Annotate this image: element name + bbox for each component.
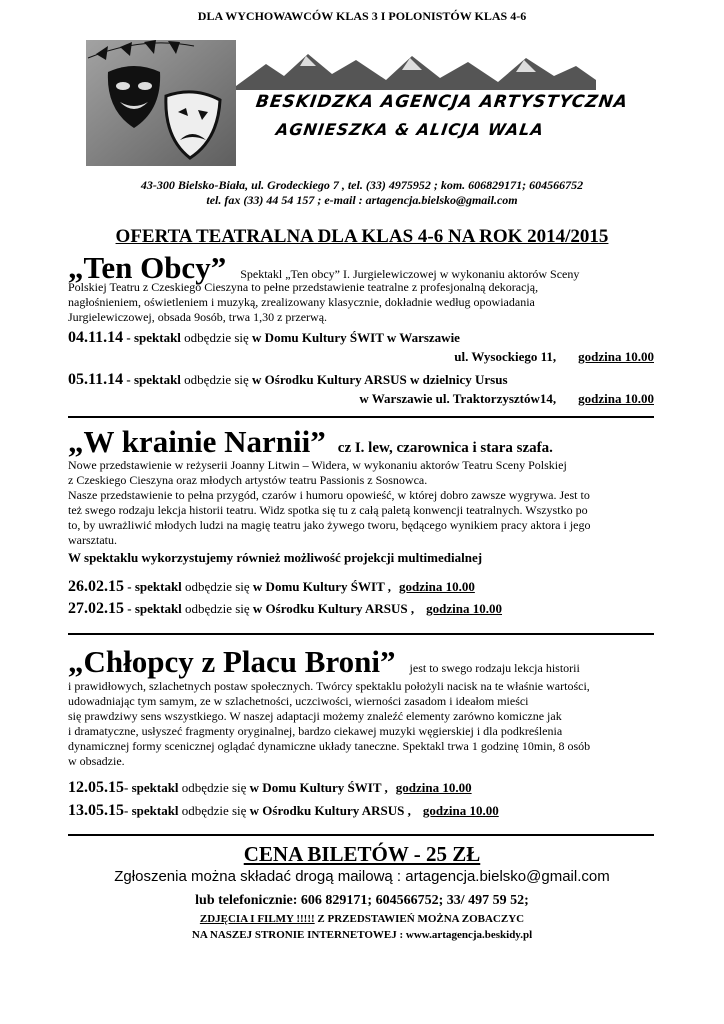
divider bbox=[68, 633, 654, 635]
show-venue: w Ośrodku Kultury ARSUS , bbox=[249, 803, 411, 818]
show-time: godzina 10.00 bbox=[578, 349, 654, 364]
show-date: 27.02.15 bbox=[68, 600, 124, 617]
show-time: godzina 10.00 bbox=[395, 780, 472, 795]
show-date: 13.05.15 bbox=[68, 802, 124, 819]
mountain-banner bbox=[236, 40, 596, 90]
play-3-subtitle: jest to swego rodzaju lekcja historii bbox=[409, 661, 580, 675]
play-3-title-row bbox=[68, 644, 580, 680]
desc-line: Nasze przedstawienie to pełna przygód, czarów i humoru opowieść, w której dobro zawsze wygrywa. Jest to bbox=[68, 488, 590, 502]
show-2-1 bbox=[68, 578, 475, 596]
fax-email-line: tel. fax (33) 44 54 157 ; e-mail : artagencja.bielsko@gmail.com bbox=[206, 193, 518, 207]
show-street: w Warszawie ul. Traktorzysztów14, bbox=[359, 391, 557, 406]
show-spektakl: - spektakl bbox=[124, 579, 182, 594]
desc-line: nagłośnieniem, oświetleniem i muzyką, zrealizowany klasycznie, dokładnie według opowiadania bbox=[68, 295, 535, 309]
address-line: 43-300 Bielsko-Biała, ul. Grodeckiego 7 , tel. (33) 4975952 ; kom. 606829171; 604566752 bbox=[140, 178, 584, 192]
play-2-subtitle: cz I. lew, czarownica i stara szafa. bbox=[337, 440, 553, 456]
photos-highlight: ZDJĘCIA I FILMY !!!!! bbox=[199, 913, 315, 925]
show-street: ul. Wysockiego 11, bbox=[454, 349, 557, 364]
show-verb: odbędzie się bbox=[178, 780, 250, 795]
show-3-2 bbox=[68, 802, 499, 820]
show-venue: w Ośrodku Kultury ARSUS , bbox=[252, 601, 415, 616]
desc-line: w obsadzie. bbox=[68, 754, 125, 768]
show-date: 04.11.14 bbox=[68, 329, 124, 346]
desc-line: się prawdziwy sens wszystkiego. W naszej adaptacji możemy znaleźć elementy zarówno komiczne jak bbox=[68, 709, 562, 723]
show-date: 12.05.15 bbox=[68, 779, 124, 796]
show-1-2-address bbox=[359, 390, 654, 408]
play-2-title: „W krainie Narnii” bbox=[68, 424, 326, 459]
show-spektakl: - spektakl bbox=[123, 330, 181, 345]
show-1-2 bbox=[68, 371, 508, 389]
phone-numbers: lub telefonicznie: 606 829171; 604566752; 33/ 497 59 52; bbox=[195, 893, 529, 908]
show-verb: odbędzie się bbox=[181, 579, 253, 594]
desc-line: i prawidłowych, szlachetnych postaw społecznych. Twórcy spektaklu położyli nacisk na te właśnie wartości, bbox=[68, 679, 590, 693]
website-line: NA NASZEJ STRONIE INTERNETOWEJ : www.artagencja.beskidy.pl bbox=[191, 929, 533, 941]
desc-line: i dramatyczne, usłyszeć fragmenty oryginalnej, bardzo ciekawej muzyki węgierskiej i dla podkreślenia bbox=[68, 724, 563, 738]
desc-line: to, by uwrażliwić młodych ludzi na magię teatru jako żywego tworu, będącego wynikiem pracy aktora i jego bbox=[68, 518, 591, 532]
desc-line: dynamicznej formy scenicznej oglądać dynamiczne układy taneczne. Spektakl trwa 1 godzinę 10min, 8 osób bbox=[68, 739, 591, 753]
play-2-description bbox=[68, 458, 668, 548]
desc-line: też swego rodzaju lekcja historii teatru. Widz spotka się tu z całą paletą konwencji teatralnych. Wszystko po bbox=[68, 503, 588, 517]
desc-line: warsztatu. bbox=[68, 533, 117, 547]
show-date: 05.11.14 bbox=[68, 371, 124, 388]
agency-owners: AGNIESZKA & ALICJA WALA bbox=[274, 120, 546, 139]
show-2-2 bbox=[68, 600, 502, 618]
divider bbox=[68, 416, 654, 418]
desc-line: Jurgielewiczowej, obsada 9osób, trwa 1,30 z przerwą. bbox=[68, 310, 328, 324]
show-venue: w Domu Kultury ŚWIT , bbox=[252, 579, 392, 594]
offer-heading: OFERTA TEATRALNA DLA KLAS 4-6 NA ROK 2014/2015 bbox=[115, 226, 609, 247]
play-1-title: „Ten Obcy” bbox=[68, 250, 227, 285]
show-time: godzina 10.00 bbox=[422, 803, 499, 818]
show-time: godzina 10.00 bbox=[578, 391, 654, 406]
show-spektakl: - spektakl bbox=[124, 601, 182, 616]
show-venue: w Domu Kultury ŚWIT w Warszawie bbox=[252, 330, 460, 345]
show-spektakl: - spektakl bbox=[124, 780, 179, 795]
top-note: DLA WYCHOWAWCÓW KLAS 3 I POLONISTÓW KLAS 4-6 bbox=[197, 9, 527, 23]
show-spektakl: - spektakl bbox=[123, 372, 181, 387]
desc-line: z Czeskiego Cieszyna oraz młodych artystów teatru Passionis z Sosnowca. bbox=[68, 473, 428, 487]
play-3-description bbox=[68, 679, 678, 769]
show-verb: odbędzie się bbox=[180, 372, 253, 387]
show-1-1-address bbox=[454, 348, 654, 366]
play-1-subtitle: Spektakl „Ten obcy” I. Jurgielewiczowej w wykonaniu aktorów Sceny bbox=[240, 267, 580, 281]
play-3-title: „Chłopcy z Placu Broni” bbox=[68, 644, 396, 679]
desc-line: Polskiej Teatru z Czeskiego Cieszyna to pełne przedstawienie teatralne z profesjonalną dekoracją, bbox=[68, 280, 539, 294]
play-2-title-row bbox=[68, 424, 553, 460]
ticket-price: CENA BILETÓW - 25 ZŁ bbox=[243, 842, 481, 866]
multimedia-note: W spektaklu wykorzystujemy również możliwość projekcji multimedialnej bbox=[68, 550, 483, 565]
show-time: godzina 10.00 bbox=[426, 601, 502, 616]
show-venue: w Ośrodku Kultury ARSUS w dzielnicy Ursus bbox=[252, 372, 508, 387]
show-verb: odbędzie się bbox=[178, 803, 250, 818]
show-3-1 bbox=[68, 779, 472, 797]
show-date: 26.02.15 bbox=[68, 578, 124, 595]
desc-line: udowadniając tym samym, ze w szlachetności, uczciwości, wierności zasadom i ideałom mieści bbox=[68, 694, 529, 708]
photos-rest: Z PRZEDSTAWIEŃ MOŻNA ZOBACZYC bbox=[314, 913, 525, 925]
agency-name: BESKIDZKA AGENCJA ARTYSTYCZNA bbox=[254, 92, 630, 112]
divider bbox=[68, 834, 654, 836]
play-1-description bbox=[68, 280, 668, 325]
desc-line: Nowe przedstawienie w reżyserii Joanny Litwin – Widera, w wykonaniu aktorów Teatru Sceny Polskiej bbox=[68, 458, 567, 472]
show-1-1 bbox=[68, 329, 460, 347]
apply-note: Zgłoszenia można składać drogą mailową : artagencja.bielsko@gmail.com bbox=[114, 868, 610, 885]
photos-note bbox=[0, 913, 724, 925]
show-venue: w Domu Kultury ŚWIT , bbox=[249, 780, 388, 795]
flags-banner bbox=[86, 32, 196, 62]
show-spektakl: - spektakl bbox=[124, 803, 179, 818]
show-verb: odbędzie się bbox=[180, 330, 253, 345]
show-time: godzina 10.00 bbox=[399, 579, 475, 594]
show-verb: odbędzie się bbox=[181, 601, 253, 616]
